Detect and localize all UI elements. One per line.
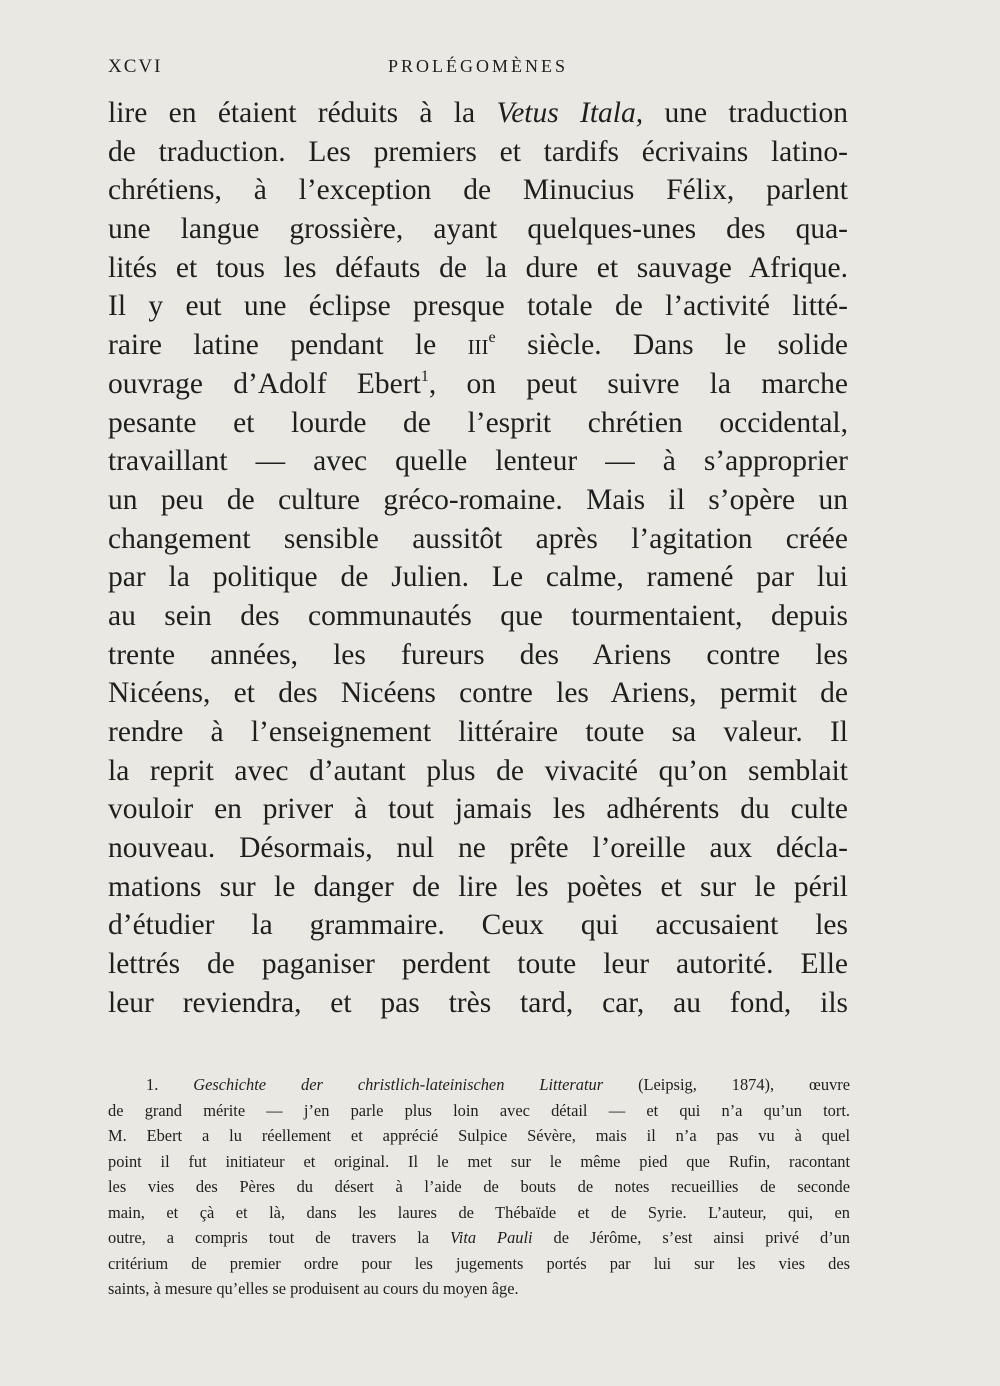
- text-line: par la politique de Julien. Le calme, ramené par lui: [108, 561, 848, 594]
- italic-title: Vetus Itala,: [496, 97, 644, 129]
- text-line: vouloir en priver à tout jamais les adhérents du culte: [108, 793, 848, 826]
- page-number: XCVI: [108, 56, 163, 77]
- text-line: lire en étaient réduits à la Vetus Itala, une traduction: [108, 97, 848, 129]
- footnote-line: saints, à mesure qu’elles se produisent au cours du moyen âge.: [108, 1279, 519, 1298]
- text-line: mations sur le danger de lire les poètes et sur le péril: [108, 870, 848, 903]
- footnote: [108, 1072, 850, 1302]
- page-header: [108, 56, 848, 86]
- text-line: ouvrage d’Adolf Ebert$^1$, on peut suivre la marche: [108, 366, 848, 400]
- footnote-line: 1. Geschichte der christlich-lateinischen Litteratur (Leipsig, 1874), œuvre: [146, 1075, 850, 1094]
- text-line: changement sensible aussitôt après l’agitation créée: [108, 522, 848, 555]
- main-text: [108, 94, 848, 1023]
- text-line: travaillant — avec quelle lenteur — à s’approprier: [108, 445, 848, 478]
- footnote-number: 1.: [146, 1075, 194, 1094]
- text-line: trente années, les fureurs des Ariens contre les: [108, 638, 848, 671]
- italic-title: Vita Pauli: [450, 1228, 533, 1247]
- running-title: PROLÉGOMÈNES: [387, 56, 568, 76]
- text-line: lettrés de paganiser perdent toute leur autorité. Elle: [108, 948, 848, 981]
- text-line: d’étudier la grammaire. Ceux qui accusaient les: [108, 909, 848, 942]
- text-line: chrétiens, à l’exception de Minucius Félix, parlent: [108, 174, 848, 207]
- century-numeral: iii: [467, 329, 489, 362]
- text-line: pesante et lourde de l’esprit chrétien occidental,: [108, 406, 848, 439]
- footnote-marker: 1: [420, 366, 429, 385]
- footnote-line: outre, a compris tout de travers la Vita Pauli de Jérôme, s’est ainsi privé d’un: [108, 1228, 850, 1247]
- footnote-line: les vies des Pères du désert à l’aide de bouts de notes recueillies de seconde: [108, 1177, 850, 1196]
- text-line: lités et tous les défauts de la dure et sauvage Afrique.: [108, 251, 848, 284]
- text-line: raire latine pendant le iii$^e$ siècle. Dans le solide: [108, 327, 848, 362]
- footnote-line: critérium de premier ordre pour les jugements portés par lui sur les vies des: [108, 1253, 850, 1273]
- footnote-line: main, et çà et là, dans les laures de Thébaïde et de Syrie. L’auteur, qui, en: [108, 1202, 850, 1222]
- text-line: de traduction. Les premiers et tardifs écrivains latino-: [108, 135, 848, 168]
- text-line: au sein des communautés que tourmentaient, depuis: [108, 599, 848, 632]
- text-line: Nicéens, et des Nicéens contre les Ariens, permit de: [108, 677, 848, 710]
- footnote-line: point il fut initiateur et original. Il le met sur le même pied que Rufin, racontant: [108, 1151, 850, 1171]
- text-line: rendre à l’enseignement littéraire toute sa valeur. Il: [108, 716, 848, 748]
- italic-title: Geschichte der christlich-lateinischen Litteratur: [193, 1075, 604, 1094]
- footnote-line: de grand mérite — j’en parle plus loin avec détail — et qui n’a qu’un tort.: [108, 1100, 850, 1120]
- text-line: Il y eut une éclipse presque totale de l’activité litté-: [108, 290, 848, 323]
- footnote-line: M. Ebert a lu réellement et apprécié Sulpice Sévère, mais il n’a pas vu à quel: [108, 1126, 850, 1145]
- text-line: nouveau. Désormais, nul ne prête l’oreille aux décla-: [108, 832, 848, 865]
- text-line: un peu de culture gréco-romaine. Mais il s’opère un: [108, 483, 848, 516]
- text-line: la reprit avec d’autant plus de vivacité qu’on semblait: [108, 754, 848, 787]
- text-line: une langue grossière, ayant quelques-unes des qua-: [108, 213, 848, 246]
- text-line: leur reviendra, et pas très tard, car, au fond, ils: [108, 986, 848, 1019]
